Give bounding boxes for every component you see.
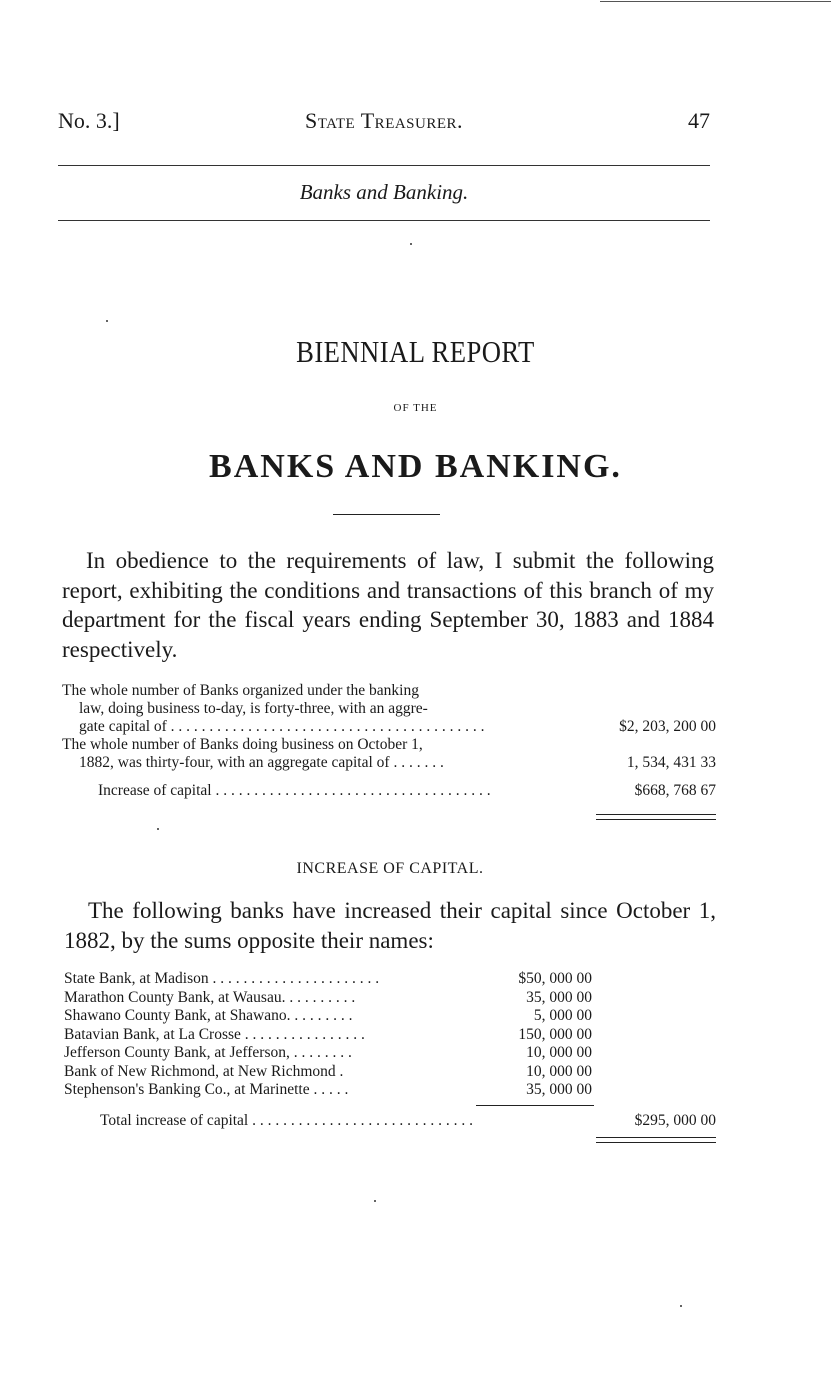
header-rule-top xyxy=(58,165,710,166)
bank-amount: 10, 000 00 xyxy=(526,1062,592,1080)
document-number: No. 3.] xyxy=(58,108,120,133)
list-item xyxy=(64,1044,592,1063)
summary-line xyxy=(62,754,716,772)
summary-line xyxy=(62,700,716,718)
bank-amount: $50, 000 00 xyxy=(518,970,592,987)
increase-amount: $668, 768 67 xyxy=(634,782,716,799)
paper-speck xyxy=(374,1200,376,1202)
summary-text: law, doing business to-day, is forty-three, with an aggre- xyxy=(79,700,428,717)
previous-capital-amount: 1, 534, 431 33 xyxy=(626,754,716,771)
paper-speck xyxy=(157,828,159,830)
running-title: State Treasurer. xyxy=(304,108,464,133)
paper-speck xyxy=(106,320,108,322)
bank-amount: 35, 000 00 xyxy=(526,988,592,1006)
summary-line xyxy=(62,718,716,736)
list-item xyxy=(64,1081,592,1100)
banks-list xyxy=(64,970,592,1100)
increase-intro: The following banks have increased their capital since October 1, 1882, by the sums opposite their names: xyxy=(64,898,716,953)
increase-line xyxy=(62,782,716,802)
list-item xyxy=(64,970,592,989)
intro-paragraph: In obedience to the requirements of law, I submit the following report, exhibiting the conditions and transactions of this branch of my department for the fiscal years ending September 30, 1883 and 1884 respectively. xyxy=(62,548,714,662)
page-number: 47 xyxy=(688,108,710,133)
bank-name: Batavian Bank, at La Crosse . . . . . . . . . . . . . . . . xyxy=(64,1025,365,1043)
paper-speck xyxy=(680,1305,682,1307)
running-header xyxy=(58,108,710,138)
increase-double-rule xyxy=(596,814,716,820)
list-item xyxy=(64,1026,592,1045)
list-item xyxy=(64,1007,592,1026)
bank-amount: 10, 000 00 xyxy=(526,1044,592,1061)
header-rule-bottom xyxy=(58,220,710,221)
total-amount: $295, 000 00 xyxy=(634,1112,716,1129)
summary-text: The whole number of Banks doing business on October 1, xyxy=(62,736,423,753)
current-capital-amount: $2, 203, 200 00 xyxy=(619,718,716,735)
report-of-the: OF THE xyxy=(393,402,438,414)
total-label: Total increase of capital . . . . . . . . . . . . . . . . . . . . . . . . . . . . . xyxy=(100,1112,473,1129)
scan-edge-line xyxy=(600,1,831,2)
bank-name: Marathon County Bank, at Wausau. . . . . . . . . . xyxy=(64,988,356,1006)
summary-text: 1882, was thirty-four, with an aggregate capital of . . . . . . . xyxy=(79,754,444,771)
report-title: BIENNIAL REPORT xyxy=(296,334,535,369)
bank-amount: 35, 000 00 xyxy=(526,1081,592,1098)
total-double-rule xyxy=(596,1137,716,1143)
bank-name: State Bank, at Madison . . . . . . . . . . . . . . . . . . . . . . xyxy=(64,970,380,987)
bank-amount: 150, 000 00 xyxy=(518,1025,592,1043)
title-divider xyxy=(333,514,440,515)
summary-text: The whole number of Banks organized under the banking xyxy=(62,682,419,699)
bank-name: Jefferson County Bank, at Jefferson, . . . . . . . . xyxy=(64,1044,352,1061)
capital-summary xyxy=(62,682,716,802)
list-item xyxy=(64,989,592,1008)
increase-label: Increase of capital . . . . . . . . . . . . . . . . . . . . . . . . . . . . . . . . . . . . xyxy=(98,782,491,799)
bank-amount: 5, 000 00 xyxy=(533,1007,592,1024)
bank-name: Stephenson's Banking Co., at Marinette . . . . . xyxy=(64,1081,349,1098)
total-row xyxy=(100,1112,716,1132)
bank-name: Bank of New Richmond, at New Richmond . xyxy=(64,1062,344,1080)
summary-line xyxy=(62,682,716,700)
report-subject: BANKS AND BANKING. xyxy=(209,448,622,485)
paper-speck xyxy=(410,243,412,245)
subtotal-rule xyxy=(476,1105,594,1106)
increase-heading: INCREASE OF CAPITAL. xyxy=(296,860,484,877)
bank-name: Shawano County Bank, at Shawano. . . . . . . . . xyxy=(64,1007,353,1024)
summary-text: gate capital of . . . . . . . . . . . . . . . . . . . . . . . . . . . . . . . . . . . . . . . . . xyxy=(79,718,485,735)
list-item xyxy=(64,1063,592,1082)
summary-line xyxy=(62,736,716,754)
section-title: Banks and Banking. xyxy=(299,180,469,204)
